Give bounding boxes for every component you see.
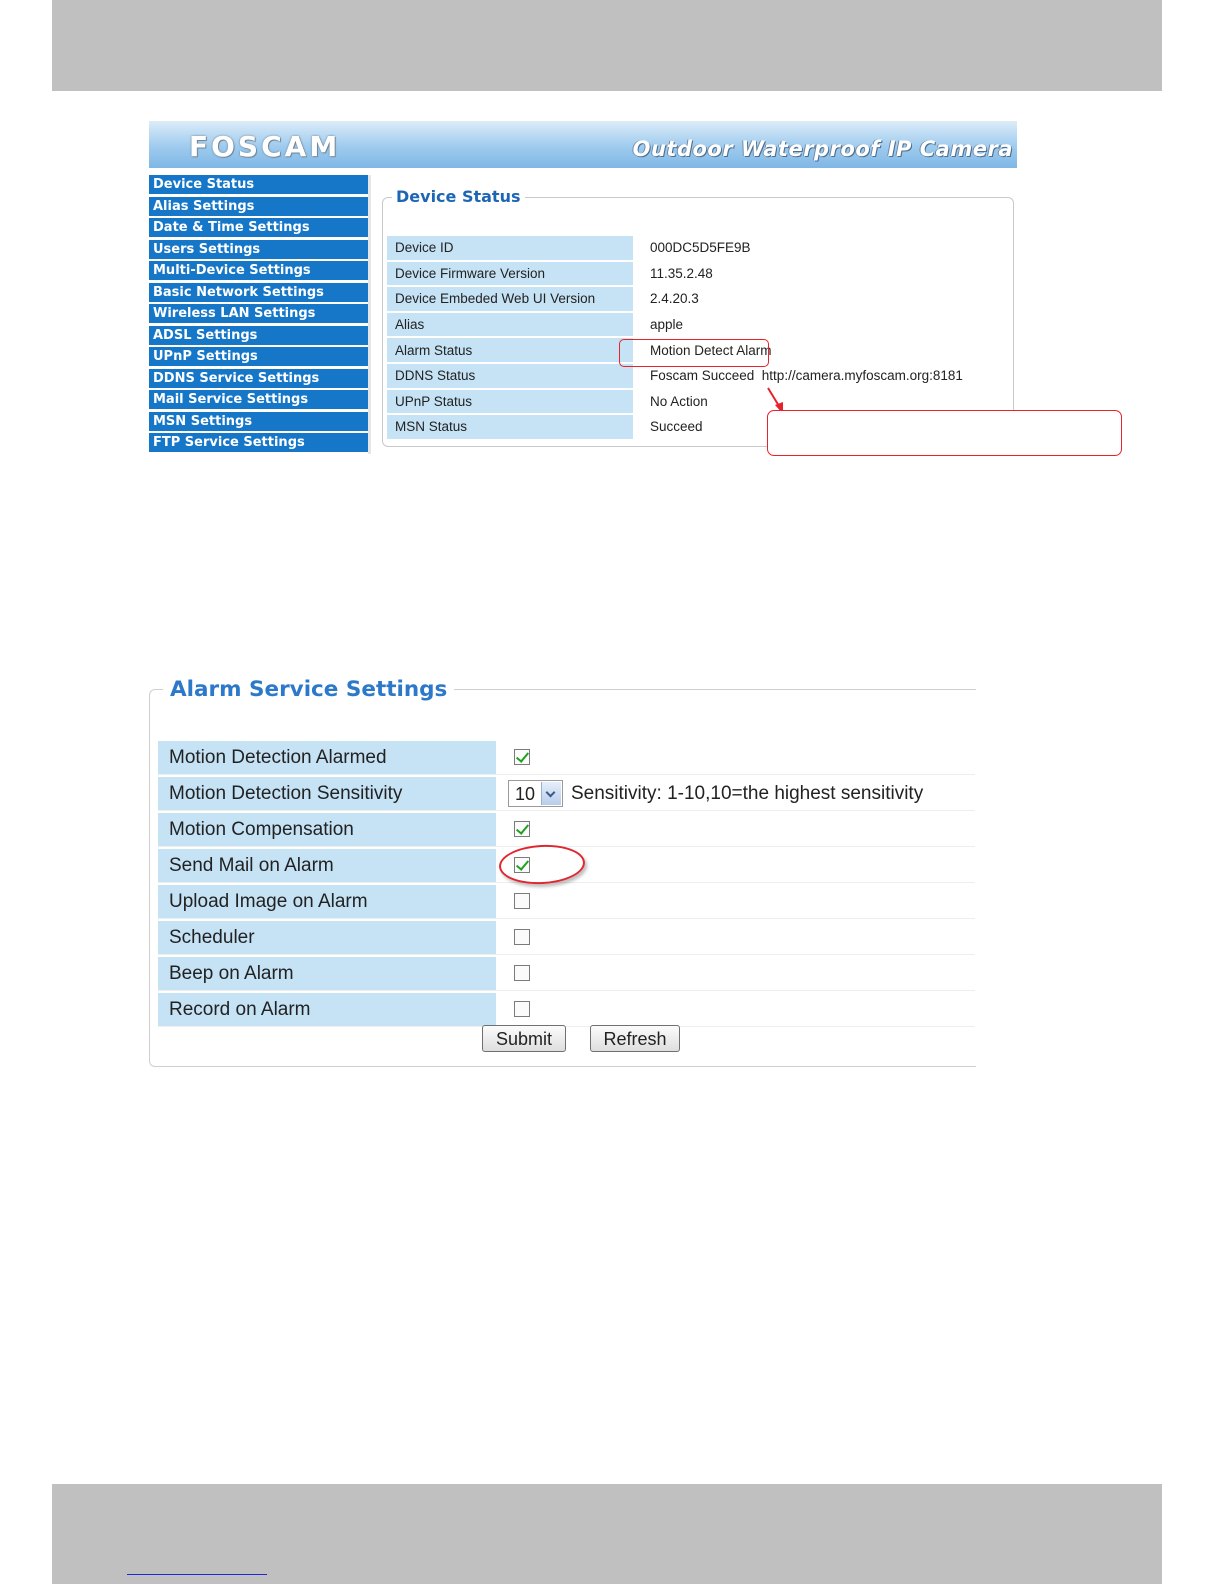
annotation-callout-box (767, 410, 1122, 456)
sensitivity-value: 10 (515, 784, 536, 804)
scheduler-checkbox[interactable] (514, 929, 530, 945)
table-row (387, 287, 963, 311)
status-value: No Action (650, 393, 708, 409)
table-row (387, 313, 963, 337)
sidebar-item-ddns-service-settings[interactable]: DDNS Service Settings (149, 369, 368, 388)
form-label: Upload Image on Alarm (158, 885, 496, 918)
page-header-band (52, 0, 1162, 91)
motion-detection-alarmed-checkbox[interactable] (514, 749, 530, 765)
sidebar-item-alias-settings[interactable]: Alias Settings (149, 197, 368, 216)
form-row (158, 921, 975, 955)
form-label: Beep on Alarm (158, 957, 496, 990)
sidebar-item-upnp-settings[interactable]: UPnP Settings (149, 347, 368, 366)
status-key: Device ID (387, 236, 633, 260)
sidebar-item-date-time-settings[interactable]: Date & Time Settings (149, 218, 368, 237)
record-on-alarm-checkbox[interactable] (514, 1001, 530, 1017)
chevron-down-icon[interactable] (541, 782, 561, 805)
foscam-logo: FOSCAM (189, 130, 341, 163)
status-value: apple (650, 317, 684, 333)
status-value: Succeed (650, 419, 703, 435)
sidebar-item-adsl-settings[interactable]: ADSL Settings (149, 326, 368, 345)
form-label: Scheduler (158, 921, 496, 954)
sidebar-item-msn-settings[interactable]: MSN Settings (149, 412, 368, 431)
submit-button[interactable]: Submit (482, 1025, 566, 1052)
form-label: Motion Compensation (158, 813, 496, 846)
status-key: Alarm Status (387, 338, 633, 362)
status-key: MSN Status (387, 415, 633, 439)
status-key: Device Firmware Version (387, 262, 633, 286)
status-key: DDNS Status (387, 364, 633, 388)
upload-image-on-alarm-checkbox[interactable] (514, 893, 530, 909)
sidebar-item-device-status[interactable]: Device Status (149, 175, 368, 194)
form-row (158, 777, 975, 811)
status-value: 11.35.2.48 (650, 265, 713, 281)
table-row (387, 364, 963, 388)
footer-link-underline[interactable] (127, 1574, 267, 1575)
status-key: Alias (387, 313, 633, 337)
page-footer-band (52, 1484, 1162, 1584)
form-label: Motion Detection Alarmed (158, 741, 496, 774)
device-status-screenshot (149, 121, 1017, 454)
alarm-settings-title: Alarm Service Settings (163, 677, 454, 702)
status-value: 000DC5D5FE9B (650, 240, 751, 256)
alarm-settings-form (158, 741, 975, 1029)
sidebar-item-wireless-lan-settings[interactable]: Wireless LAN Settings (149, 304, 368, 323)
sensitivity-hint: Sensitivity: 1-10,10=the highest sensitivity (571, 783, 924, 804)
sensitivity-select[interactable] (508, 780, 563, 807)
alarm-status-value: Motion Detect Alarm (650, 342, 772, 358)
sidebar-item-users-settings[interactable]: Users Settings (149, 240, 368, 259)
camera-banner (149, 121, 1017, 168)
form-label: Record on Alarm (158, 993, 496, 1026)
form-row (158, 741, 975, 775)
status-key: UPnP Status (387, 390, 633, 414)
status-value: Foscam Succeed http://camera.myfoscam.org:8181 (650, 368, 963, 384)
motion-compensation-checkbox[interactable] (514, 821, 530, 837)
table-row (387, 236, 963, 260)
sidebar-item-mail-service-settings[interactable]: Mail Service Settings (149, 390, 368, 409)
alarm-status-highlight (619, 339, 769, 367)
form-row (158, 885, 975, 919)
sidebar-item-ftp-service-settings[interactable]: FTP Service Settings (149, 433, 368, 452)
form-row (158, 813, 975, 847)
banner-tagline: Outdoor Waterproof IP Camera (632, 137, 1013, 161)
settings-sidebar (149, 175, 371, 454)
sidebar-item-basic-network-settings[interactable]: Basic Network Settings (149, 283, 368, 302)
status-key: Device Embeded Web UI Version (387, 287, 633, 311)
beep-on-alarm-checkbox[interactable] (514, 965, 530, 981)
sidebar-item-multi-device-settings[interactable]: Multi-Device Settings (149, 261, 368, 280)
form-row (158, 957, 975, 991)
form-row (158, 993, 975, 1027)
form-label: Motion Detection Sensitivity (158, 777, 496, 810)
table-row (387, 262, 963, 286)
panel-title: Device Status (392, 187, 525, 206)
status-value: 2.4.20.3 (650, 291, 699, 307)
form-label: Send Mail on Alarm (158, 849, 496, 882)
refresh-button[interactable]: Refresh (590, 1025, 680, 1052)
